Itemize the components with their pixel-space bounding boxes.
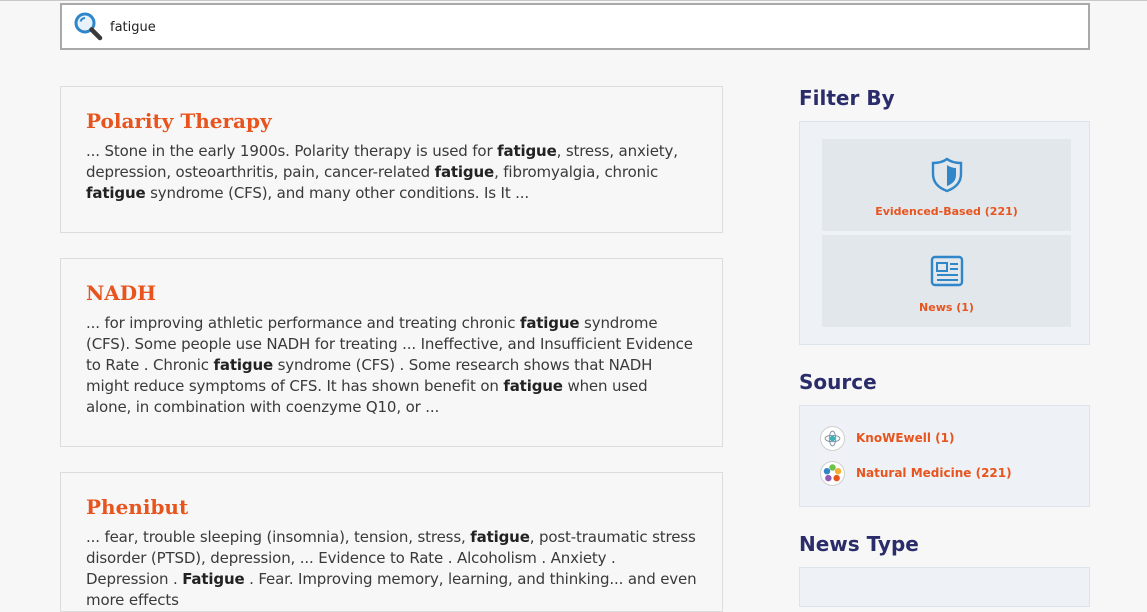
keyword-highlight: fatigue [519, 314, 580, 332]
result-title[interactable]: NADH [86, 281, 157, 305]
snippet-text: ... Stone in the early 1900s. Polarity therapy is used for [86, 142, 498, 160]
result-snippet [86, 141, 697, 204]
filter-by-heading: Filter By [799, 86, 895, 110]
result-title[interactable]: Phenibut [86, 495, 189, 519]
knowewell-logo [820, 426, 845, 451]
keyword-highlight: fatigue [86, 184, 146, 202]
filter-tile-evidence-based[interactable] [822, 139, 1071, 231]
snippet-text: syndrome (CFS), and many other conditions. Is It ... [145, 184, 530, 202]
source-heading: Source [799, 370, 877, 394]
result-snippet [86, 313, 697, 418]
keyword-highlight: fatigue [434, 163, 495, 181]
search-icon[interactable] [73, 11, 103, 41]
result-card [60, 258, 723, 447]
snippet-text: when used alone, in combination with coenzyme Q10, or ... [86, 377, 648, 416]
top-divider [0, 0, 1147, 1]
keyword-highlight: fatigue [497, 142, 557, 160]
search-input[interactable] [110, 15, 1010, 39]
result-title[interactable]: Polarity Therapy [86, 109, 272, 133]
filter-tile-label: News (1) [919, 301, 974, 314]
source-panel [799, 405, 1090, 507]
result-card [60, 472, 723, 612]
source-item-knowewell[interactable] [820, 425, 954, 451]
snippet-text: , stress, anxiety, depression, osteoarthritis, pain, cancer-related [86, 142, 678, 181]
natural-medicine-logo [820, 461, 845, 486]
filter-by-panel [799, 121, 1090, 345]
result-card [60, 86, 723, 233]
filter-tile-label: Evidenced-Based (221) [875, 205, 1018, 218]
source-item-natural-medicine[interactable] [820, 460, 1012, 486]
shield-icon [929, 157, 965, 193]
source-item-label: KnoWEwell (1) [856, 431, 955, 445]
snippet-text: ... fear, trouble sleeping (insomnia), tension, stress, [86, 528, 471, 546]
keyword-highlight: fatigue [470, 528, 530, 546]
newspaper-icon [929, 253, 965, 289]
snippet-text: ... for improving athletic performance and treating chronic [86, 314, 520, 332]
news-type-heading: News Type [799, 532, 919, 556]
snippet-text: . Fear. Improving memory, learning, and thinking... and even more effects [86, 570, 697, 609]
search-bar[interactable] [60, 3, 1090, 50]
source-item-label: Natural Medicine (221) [856, 466, 1012, 480]
snippet-text: , fibromyalgia, chronic [494, 163, 659, 181]
filter-tile-news[interactable] [822, 235, 1071, 327]
keyword-highlight: Fatigue [182, 570, 245, 588]
keyword-highlight: fatigue [213, 356, 274, 374]
result-snippet [86, 527, 697, 611]
news-type-panel [799, 567, 1090, 607]
snippet-text: syndrome (CFS). Some people use NADH for treating ... Ineffective, and Insufficient Evidence to Rate . Chronic [86, 314, 693, 374]
keyword-highlight: fatigue [503, 377, 563, 395]
snippet-text: , post-traumatic stress disorder (PTSD), depression, ... Evidence to Rate . Alcoholism . Anxiety . Depression . [86, 528, 696, 588]
snippet-text: syndrome (CFS) . Some research shows that NADH might reduce symptoms of CFS. It has shown benefit on [86, 356, 653, 395]
